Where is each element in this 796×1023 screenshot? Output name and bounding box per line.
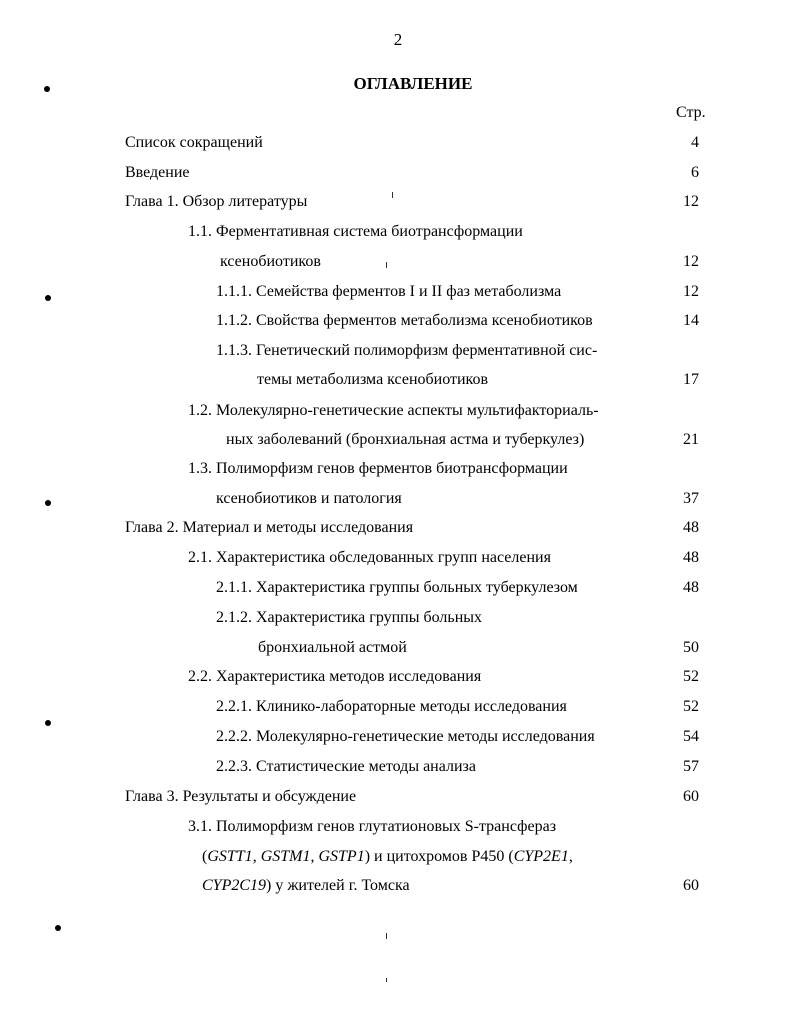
toc-entry-page: 54 (683, 728, 699, 745)
toc-entry-text: 1.1. Ферментативная система биотрансформации (188, 223, 523, 240)
toc-entry-genes-line-2 (202, 876, 410, 896)
toc-entry-text: ксенобиотиков (220, 253, 321, 270)
toc-entry-page: 50 (683, 639, 699, 656)
separator: , (252, 848, 261, 865)
toc-entry-page: 48 (683, 579, 699, 596)
toc-entry-text: Список сокращений (125, 134, 263, 151)
scan-speck (392, 192, 393, 198)
gene-gstm1: GSTM1 (260, 848, 311, 865)
toc-entry-page: 6 (691, 164, 699, 181)
toc-entry-text: 1.1.2. Свойства ферментов метаболизма ксенобиотиков (216, 312, 593, 329)
toc-entry-text: Глава 3. Результаты и обсуждение (125, 788, 357, 805)
toc-entry-text: 1.1.3. Генетический полиморфизм ферментативной сис- (216, 342, 598, 359)
toc-entry-text: 2.2.1. Клинико-лабораторные методы исследования (216, 698, 567, 715)
toc-entry-page: 12 (683, 283, 699, 300)
binder-hole-mark (45, 295, 51, 301)
scan-speck (386, 933, 387, 939)
toc-entry-text: 2.1.2. Характеристика группы больных (216, 609, 483, 626)
toc-entry-page: 17 (683, 371, 699, 388)
toc-entry-text: 1.1.1. Семейства ферментов I и II фаз метаболизма (216, 283, 562, 300)
toc-entry-page: 21 (683, 431, 699, 448)
text-middle: ) и цитохромов Р450 ( (364, 848, 514, 865)
toc-entry-genes-line (202, 847, 573, 867)
binder-hole-mark (45, 500, 51, 506)
toc-entry-page: 4 (691, 134, 699, 151)
separator: , (310, 848, 319, 865)
toc-title: ОГЛАВЛЕНИЕ (353, 74, 473, 93)
binder-hole-mark (45, 720, 51, 726)
toc-entry-text: ных заболеваний (бронхиальная астма и туберкулез) (226, 431, 585, 448)
toc-entry-page: 12 (683, 253, 699, 270)
toc-entry-text: темы метаболизма ксенобиотиков (257, 371, 489, 388)
pages-column-header: Стр. (676, 104, 706, 121)
toc-entry-page: 48 (683, 549, 699, 566)
toc-entry-page: 52 (683, 698, 699, 715)
paren-open: ( (202, 848, 208, 865)
gene-gstp1: GSTP1 (318, 848, 365, 865)
page-number: 2 (393, 30, 403, 49)
gene-cyp2e1: CYP2E1 (513, 848, 569, 865)
toc-entry-page: 14 (683, 312, 699, 329)
toc-entry-text: Глава 2. Материал и методы исследования (125, 519, 414, 536)
toc-entry-page: 12 (683, 193, 699, 210)
toc-entry-text: 3.1. Полиморфизм генов глутатионовых S-трансфераз (188, 818, 557, 835)
toc-entry-text: ксенобиотиков и патология (216, 490, 402, 507)
toc-entry-page: 37 (683, 490, 699, 507)
scan-speck (386, 262, 387, 268)
text-rest: ) у жителей г. Томска (266, 877, 410, 894)
toc-entry-page: 52 (683, 668, 699, 685)
toc-entry-page: 48 (683, 519, 699, 536)
toc-entry-text: Введение (125, 164, 190, 181)
toc-entry-text: бронхиальной астмой (258, 639, 407, 656)
binder-hole-mark (44, 86, 50, 92)
text-end: , (568, 848, 573, 865)
toc-entry-text: Глава 1. Обзор литературы (125, 193, 308, 210)
toc-entry-text: 2.1.1. Характеристика группы больных туберкулезом (216, 579, 578, 596)
toc-entry-text: 2.2. Характеристика методов исследования (188, 668, 482, 685)
toc-entry-text: 1.2. Молекулярно-генетические аспекты мультифакториаль- (188, 402, 599, 419)
gene-cyp2c19: CYP2C19 (202, 877, 267, 894)
toc-entry-text: 2.2.2. Молекулярно-генетические методы исследования (216, 728, 595, 745)
toc-entry-text: 1.3. Полиморфизм генов ферментов биотрансформации (188, 460, 568, 477)
toc-entry-page: 60 (683, 877, 699, 894)
toc-entry-text: 2.2.3. Статистические методы анализа (216, 758, 476, 775)
scan-speck (386, 978, 387, 982)
gene-gstt1: GSTT1 (207, 848, 253, 865)
binder-hole-mark (55, 925, 61, 931)
toc-entry-text: 2.1. Характеристика обследованных групп населения (188, 549, 551, 566)
toc-entry-page: 60 (683, 788, 699, 805)
toc-entry-page: 57 (683, 758, 699, 775)
